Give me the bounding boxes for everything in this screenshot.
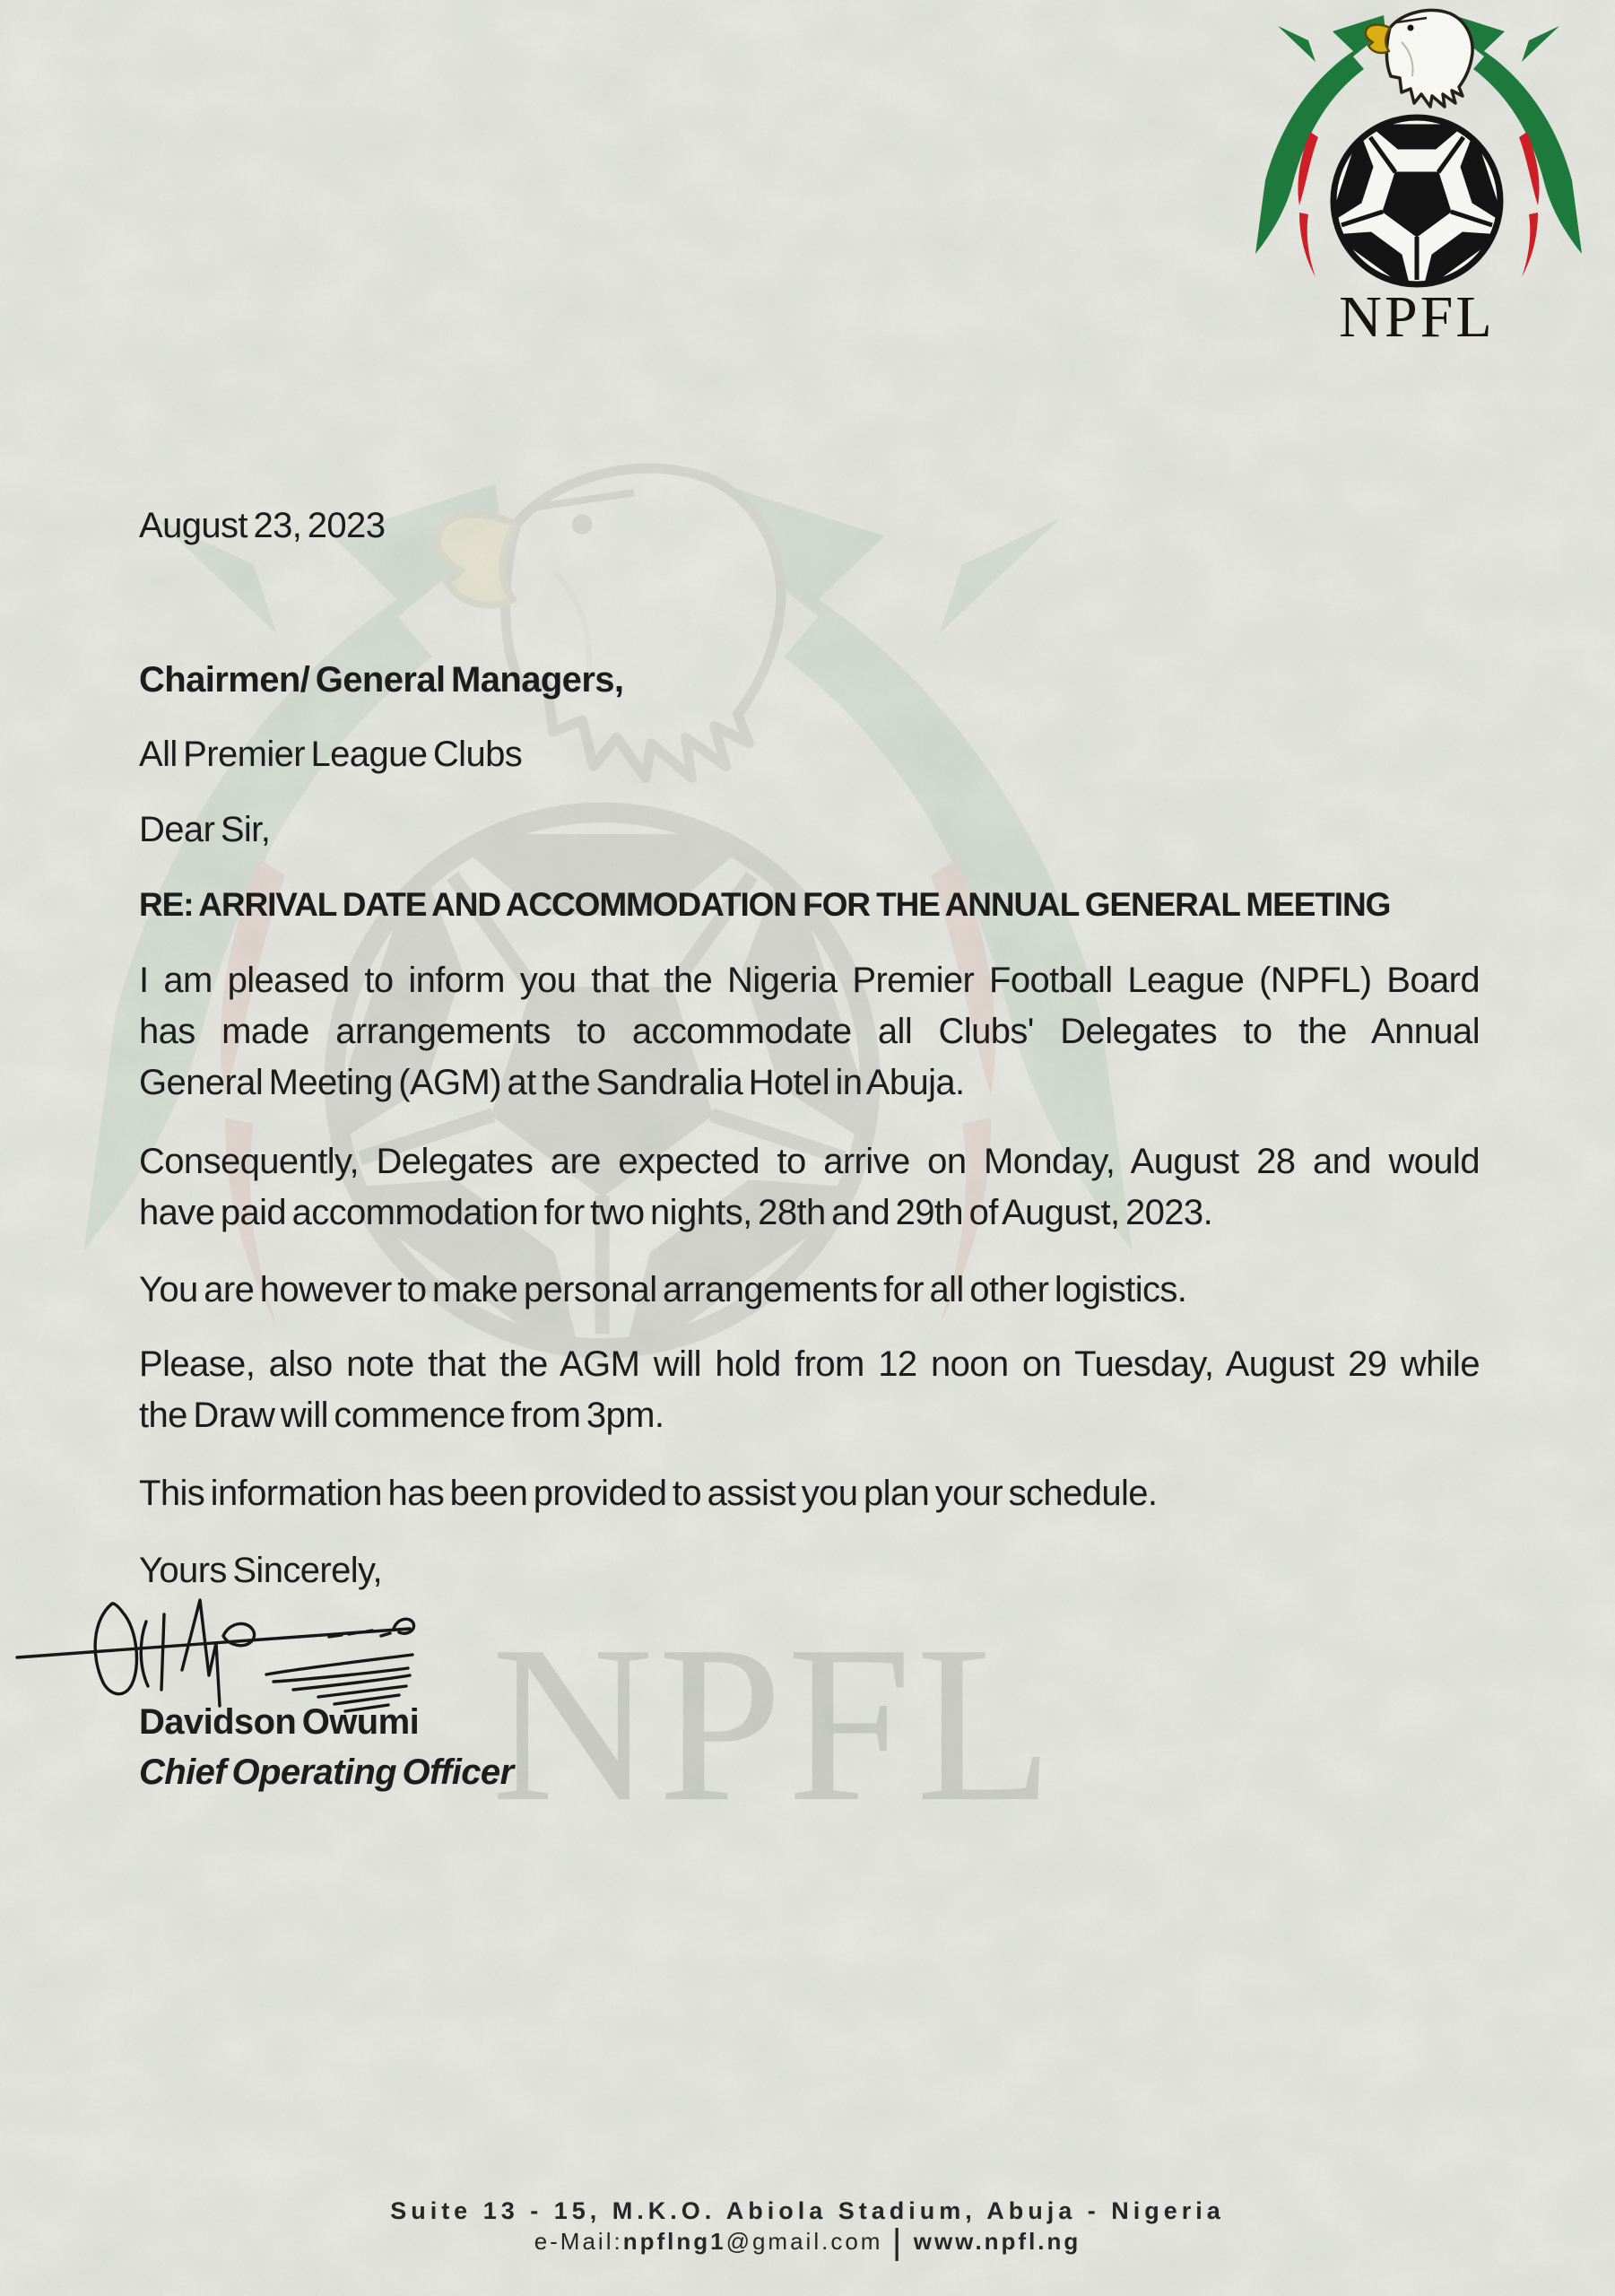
soccer-ball-icon (1330, 117, 1504, 291)
paragraph-line: Please, also note that the AGM will hold from 12 noon on Tuesday, August 29 while (139, 1344, 1480, 1384)
eagle-head-icon (1366, 11, 1472, 107)
paragraph-1 (139, 955, 1480, 1109)
paragraph-4 (139, 1339, 1480, 1441)
footer-website: www.npfl.ng (913, 2228, 1081, 2255)
paragraph-line: has made arrangements to accommodate all Clubs' Delegates to the Annual (139, 1012, 1480, 1051)
paragraph-line: have paid accommodation for two nights, 28th and 29th of August, 2023. (139, 1193, 1213, 1232)
footer-email-domain: @gmail.com (725, 2228, 883, 2255)
footer-email-user: npflng1 (622, 2228, 726, 2255)
footer (0, 2196, 1615, 2262)
paragraph-2 (139, 1136, 1480, 1239)
crest-wordmark: NPFL (1339, 284, 1495, 350)
salutation: Dear Sir, (139, 810, 271, 849)
npfl-crest (1237, 4, 1600, 355)
footer-email-label: e-Mail: (534, 2228, 623, 2255)
subject-line: RE: ARRIVAL DATE AND ACCOMMODATION FOR THE ANNUAL GENERAL MEETING (139, 886, 1391, 923)
paragraph-line: Consequently, Delegates are expected to arrive on Monday, August 28 and would (139, 1142, 1480, 1181)
footer-separator: | (893, 2221, 903, 2262)
paragraph-5: This information has been provided to assist you plan your schedule. (139, 1474, 1158, 1513)
recipient-org: All Premier League Clubs (139, 735, 523, 774)
paragraph-3: You are however to make personal arrangements for all other logistics. (139, 1270, 1187, 1309)
recipient-title: Chairmen/ General Managers, (139, 660, 624, 700)
footer-address: Suite 13 - 15, M.K.O. Abiola Stadium, Abuja - Nigeria (390, 2197, 1225, 2224)
watermark-text: NPFL (491, 1600, 1058, 1848)
letter-date: August 23, 2023 (139, 506, 386, 545)
signatory-name: Davidson Owumi (139, 1702, 420, 1742)
footer-contact (0, 2221, 1615, 2262)
paragraph-line: the Draw will commence from 3pm. (139, 1396, 664, 1435)
paragraph-line: General Meeting (AGM) at the Sandralia Hotel in Abuja. (139, 1063, 965, 1102)
signature-scribble (4, 1589, 426, 1719)
signatory-title: Chief Operating Officer (139, 1752, 514, 1792)
paragraph-line: I am pleased to inform you that the Nigeria Premier Football League (NPFL) Board (139, 961, 1480, 1000)
closing: Yours Sincerely, (139, 1551, 382, 1590)
